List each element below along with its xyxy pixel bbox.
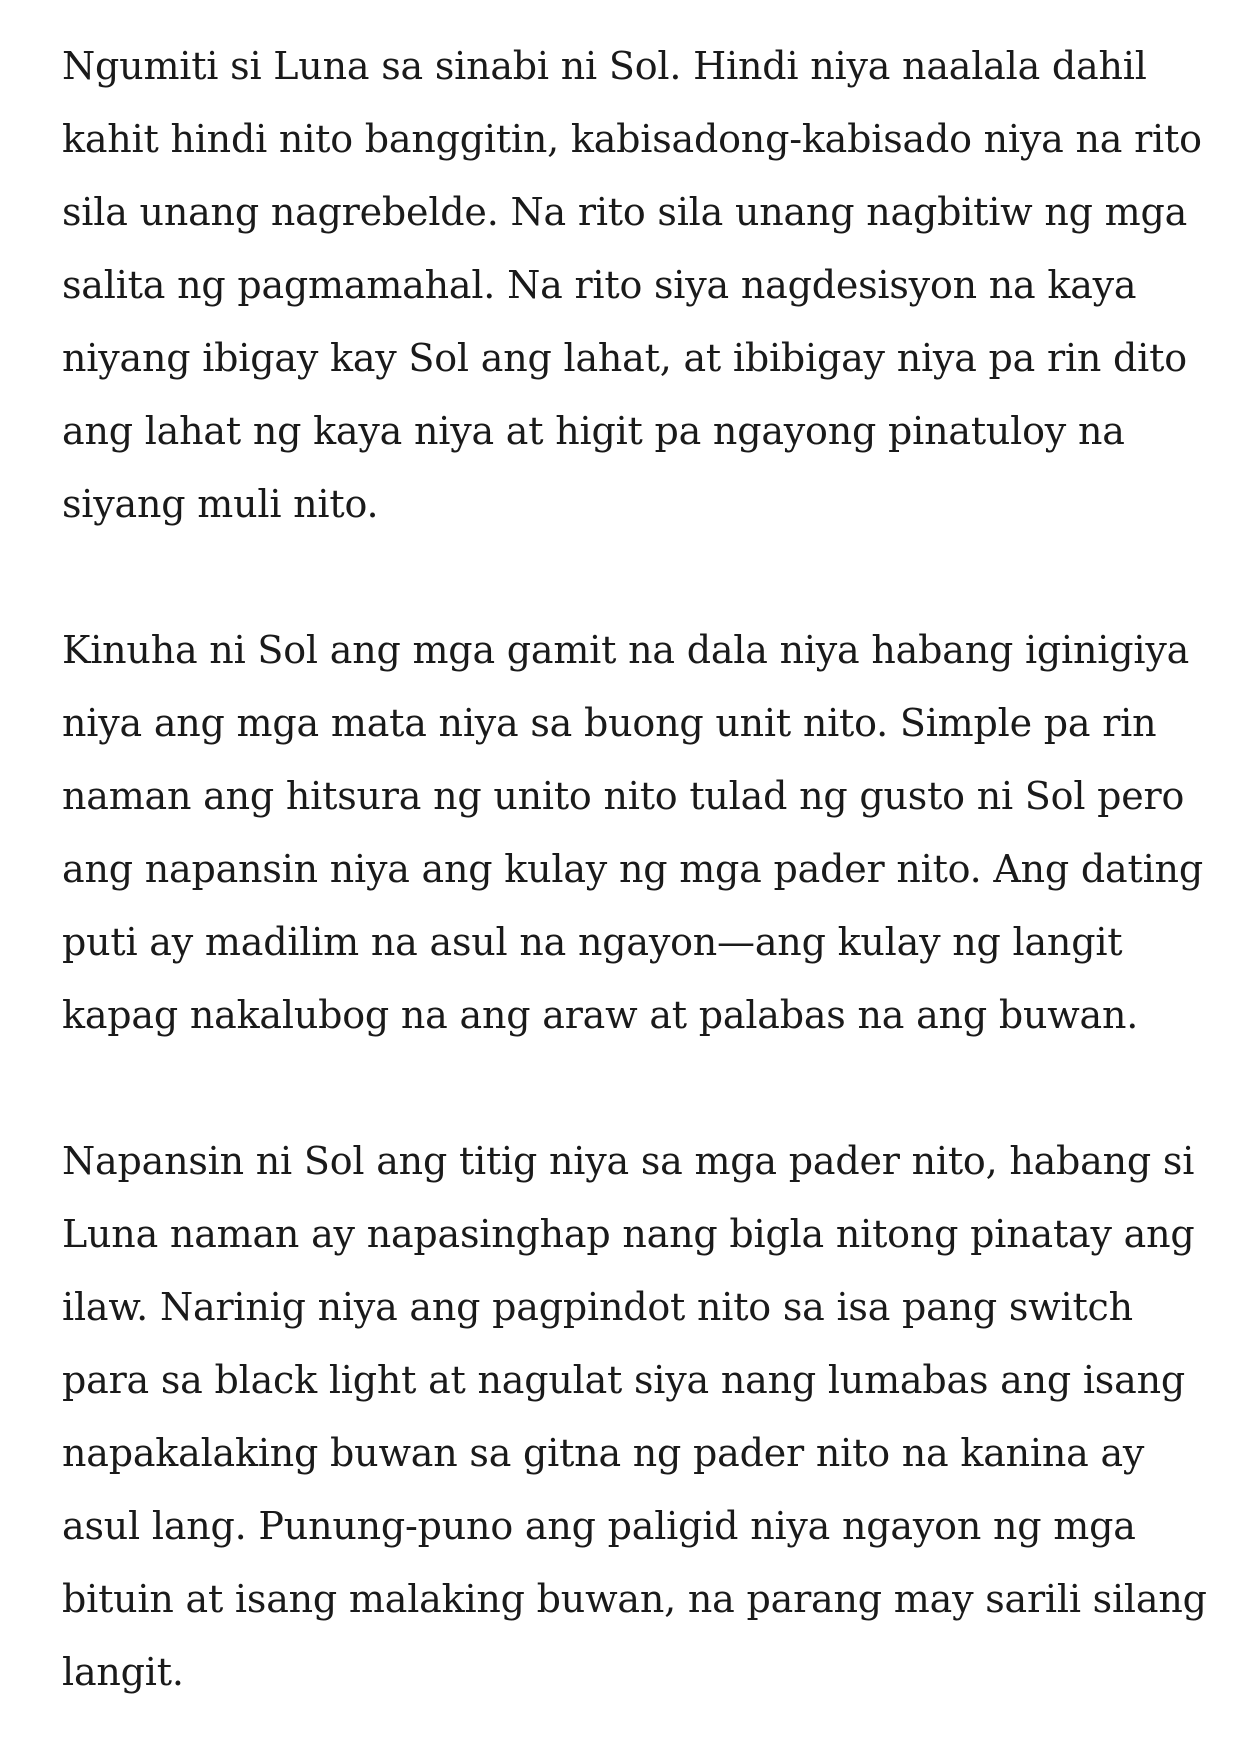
text-line: niyang ibigay kay Sol ang lahat, at ibibigay niya pa rin dito	[62, 336, 1187, 380]
text-line: ang lahat ng kaya niya at higit pa ngayong pinatuloy na	[62, 409, 1125, 453]
text-line: para sa black light at nagulat siya nang lumabas ang isang	[62, 1358, 1185, 1402]
paragraph-1	[62, 30, 1202, 541]
text-line: naman ang hitsura ng unito nito tulad ng gusto ni Sol pero	[62, 774, 1185, 818]
text-line: bituin at isang malaking buwan, na parang may sarili silang	[62, 1577, 1207, 1621]
paragraph-3	[62, 1125, 1207, 1709]
text-line: langit.	[62, 1650, 184, 1694]
text-line: siyang muli nito.	[62, 482, 379, 526]
text-line: niya ang mga mata niya sa buong unit nito. Simple pa rin	[62, 701, 1157, 745]
text-line: asul lang. Punung-puno ang paligid niya ngayon ng mga	[62, 1504, 1136, 1548]
text-line: Kinuha ni Sol ang mga gamit na dala niya habang iginigiya	[62, 628, 1190, 672]
text-line: Ngumiti si Luna sa sinabi ni Sol. Hindi niya naalala dahil	[62, 44, 1147, 88]
text-line: ilaw. Narinig niya ang pagpindot nito sa isa pang switch	[62, 1285, 1133, 1329]
text-line: Napansin ni Sol ang titig niya sa mga pader nito, habang si	[62, 1139, 1195, 1183]
text-line: ang napansin niya ang kulay ng mga pader nito. Ang dating	[62, 847, 1203, 891]
paragraph-spacer	[62, 541, 1192, 614]
paragraph-spacer	[62, 1052, 1192, 1125]
document-body	[62, 30, 1207, 1709]
text-line: salita ng pagmamahal. Na rito siya nagdesisyon na kaya	[62, 263, 1137, 307]
text-line: kahit hindi nito banggitin, kabisadong-kabisado niya na rito	[62, 117, 1202, 161]
text-line: kapag nakalubog na ang araw at palabas na ang buwan.	[62, 993, 1139, 1037]
text-line: puti ay madilim na asul na ngayon—ang kulay ng langit	[62, 920, 1123, 964]
text-line: Luna naman ay napasinghap nang bigla nitong pinatay ang	[62, 1212, 1195, 1256]
text-line: napakalaking buwan sa gitna ng pader nito na kanina ay	[62, 1431, 1145, 1475]
text-line: sila unang nagrebelde. Na rito sila unang nagbitiw ng mga	[62, 190, 1188, 234]
paragraph-2	[62, 614, 1203, 1052]
